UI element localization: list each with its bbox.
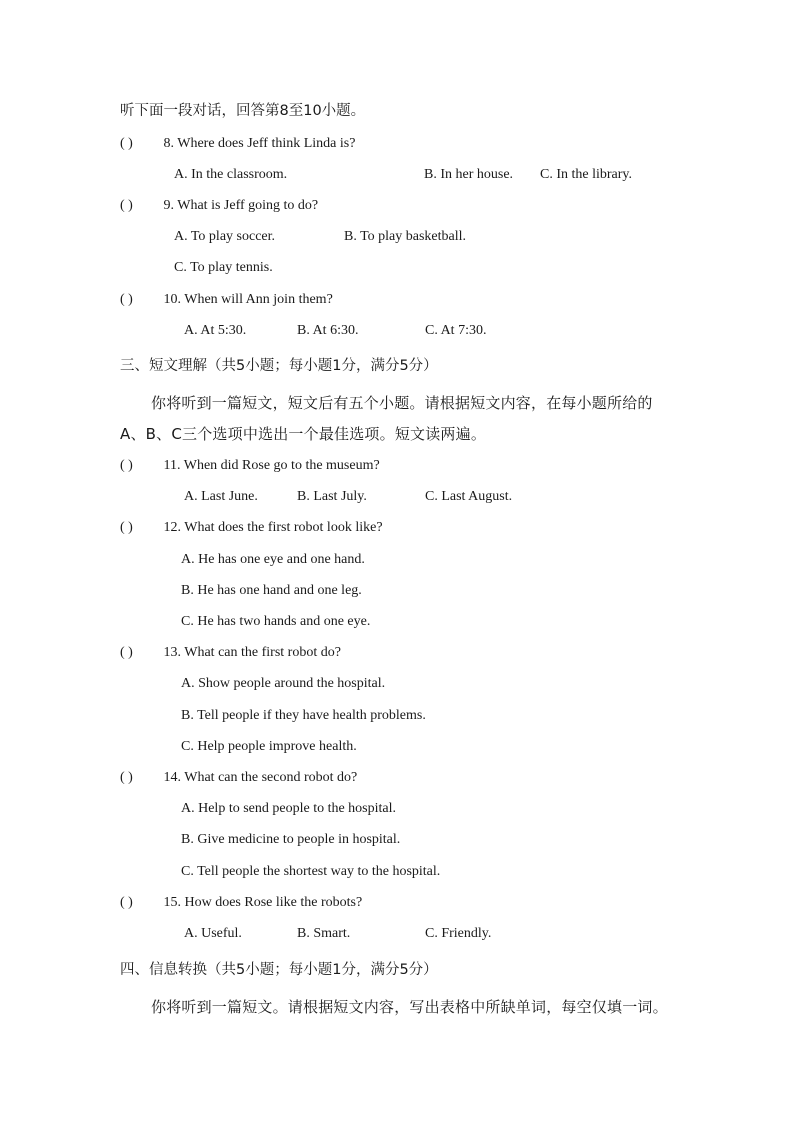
question-number: 9. (163, 198, 174, 213)
question-number: 10. (163, 292, 181, 307)
question-text: Where does Jeff think Linda is? (177, 136, 356, 151)
option-b[interactable]: B. To play basketball. (344, 229, 467, 244)
option-a[interactable]: A. Help to send people to the hospital. (181, 801, 397, 816)
question-15 (120, 894, 362, 912)
question-text: How does Rose like the robots? (184, 895, 363, 910)
option-b[interactable]: B. In her house. (424, 167, 514, 182)
answer-blank[interactable]: ( ) (120, 645, 133, 660)
option-a[interactable]: A. At 5:30. (184, 323, 247, 338)
section-3-instruction-cont: A、B、C三个选项中选出一个最佳选项。短文读两遍。 (120, 425, 487, 443)
option-b[interactable]: B. He has one hand and one leg. (181, 583, 362, 598)
option-c[interactable]: C. Help people improve health. (181, 739, 357, 754)
question-9 (120, 197, 318, 215)
option-a[interactable]: A. In the classroom. (174, 167, 288, 182)
option-c[interactable]: C. In the library. (540, 167, 633, 182)
option-c[interactable]: C. Friendly. (425, 926, 492, 941)
option-a[interactable]: A. He has one eye and one hand. (181, 552, 365, 567)
section-4-heading: 四、信息转换（共5小题；每小题1分，满分5分） (120, 962, 438, 978)
option-a[interactable]: A. Show people around the hospital. (181, 676, 386, 691)
question-text: What does the first robot look like? (184, 520, 383, 535)
option-c[interactable]: C. At 7:30. (425, 323, 487, 338)
question-number: 12. (163, 520, 181, 535)
question-13 (120, 644, 341, 662)
option-c[interactable]: C. He has two hands and one eye. (181, 614, 371, 629)
section-4-instruction: 你将听到一篇短文。请根据短文内容，写出表格中所缺单词，每空仅填一词。 (151, 998, 668, 1016)
question-text: What can the second robot do? (184, 770, 358, 785)
section-3-heading: 三、短文理解（共5小题；每小题1分，满分5分） (120, 358, 438, 374)
question-12 (120, 519, 383, 537)
option-c[interactable]: C. Tell people the shortest way to the hospital. (181, 864, 441, 879)
question-number: 13. (163, 645, 181, 660)
option-b[interactable]: B. Last July. (297, 489, 367, 504)
question-14 (120, 769, 357, 787)
dialogue-intro: 听下面一段对话，回答第8至10小题。 (120, 103, 366, 119)
option-b[interactable]: B. At 6:30. (297, 323, 359, 338)
question-text: When did Rose go to the museum? (183, 458, 380, 473)
question-11 (120, 457, 380, 475)
option-c[interactable]: C. To play tennis. (174, 260, 273, 275)
answer-blank[interactable]: ( ) (120, 458, 133, 473)
question-number: 8. (163, 136, 174, 151)
option-c[interactable]: C. Last August. (425, 489, 513, 504)
question-number: 11. (163, 458, 181, 473)
answer-blank[interactable]: ( ) (120, 770, 133, 785)
answer-blank[interactable]: ( ) (120, 198, 133, 213)
option-a[interactable]: A. Last June. (184, 489, 258, 504)
question-number: 14. (163, 770, 181, 785)
answer-blank[interactable]: ( ) (120, 136, 133, 151)
answer-blank[interactable]: ( ) (120, 895, 133, 910)
answer-blank[interactable]: ( ) (120, 292, 133, 307)
question-10 (120, 291, 333, 309)
section-3-instruction: 你将听到一篇短文，短文后有五个小题。请根据短文内容，在每小题所给的 (151, 394, 653, 412)
question-text: When will Ann join them? (184, 292, 333, 307)
question-text: What can the first robot do? (184, 645, 341, 660)
option-a[interactable]: A. Useful. (184, 926, 242, 941)
option-a[interactable]: A. To play soccer. (174, 229, 276, 244)
option-b[interactable]: B. Give medicine to people in hospital. (181, 832, 401, 847)
question-8 (120, 135, 355, 153)
option-b[interactable]: B. Tell people if they have health problems. (181, 708, 426, 723)
question-text: What is Jeff going to do? (177, 198, 319, 213)
option-b[interactable]: B. Smart. (297, 926, 351, 941)
answer-blank[interactable]: ( ) (120, 520, 133, 535)
question-number: 15. (163, 895, 181, 910)
